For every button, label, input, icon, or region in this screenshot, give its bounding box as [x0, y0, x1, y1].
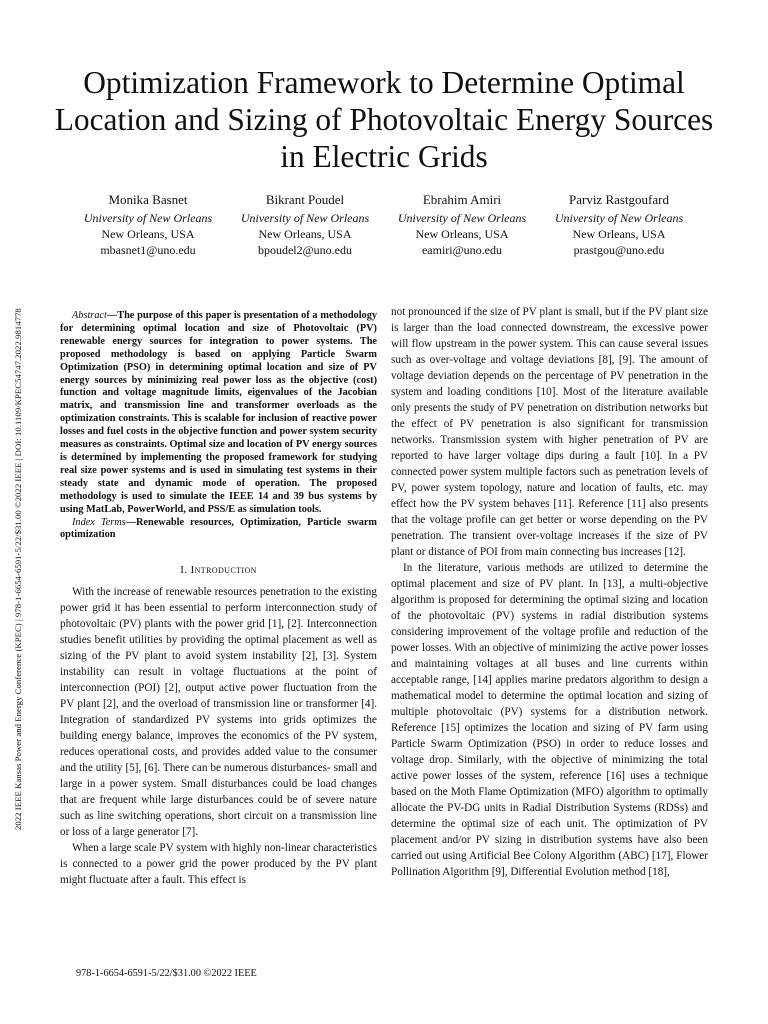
author-card	[225, 192, 385, 258]
title-line: Location and Sizing of Photovoltaic Energy Sources	[54, 102, 714, 137]
title-line: in Electric Grids	[280, 139, 488, 174]
title-line: Optimization Framework to Determine Optimal	[83, 65, 685, 100]
body-paragraph: not pronounced if the size of PV plant is small, but if the PV plant size is larger than the load connected downstream, the excessive power will flow upstream in the power system. This can cause several issues such as over-voltage and voltage deviations [8], [9]. The amount of voltage deviation depends on the percentage of PV penetration in the system and loading conditions [10]. Most of the literature available only presents the study of PV penetration on distribution networks but the effect of PV penetration is also significant for transmission networks. Transmission system with higher penetration of PV are reported to have larger voltage dips during a fault [10]. In a PV connected power system multiple factors such as penetration levels of PV, power system topology, nature and location of faults, etc. may effect how the PV system behaves [11]. Reference [11] also presents that the voltage profile can get better or worse depending on the PV penetration. The transient over-voltage increases if the size of PV plant or distance of POI from main connecting bus increases [12].	[391, 306, 708, 558]
author-affiliation: University of New Orleans	[83, 211, 213, 225]
author-address: New Orleans, USA	[572, 227, 666, 241]
author-name: Bikrant Poudel	[265, 192, 345, 207]
author-affiliation: University of New Orleans	[240, 211, 370, 225]
section-title: Introduction	[190, 564, 257, 577]
right-column	[391, 304, 708, 880]
author-affiliation: University of New Orleans	[554, 211, 684, 225]
section-numeral: I.	[180, 564, 191, 577]
author-affiliation: University of New Orleans	[397, 211, 527, 225]
index-terms-text: —Renewable resources, Optimization, Particle swarm optimization	[60, 516, 377, 541]
abstract-text: —The purpose of this paper is presentation of a methodology for determining optimal location and size of Photovoltaic (PV) renewable energy sources for integration to power systems. The proposed methodology is based on applying Particle Swarm Optimization (PSO) in determining optimal location and size of PV energy sources by minimizing real power loss as the objective (cost) function and voltage magnitude limits, eigenvalues of the Jacobian matrix, and transmission line and transformer overloads as the optimization constraints. This is scalable for inclusion of reactive power losses and fuel costs in the objective function and power system security measures as constraints. Optimal size and location of PV energy sources is determined by implementing the proposed framework for studying real size power systems and is used in simulating test systems in their steady state and dynamic mode of operation. The proposed methodology is used to simulate the IEEE 14 and 39 bus systems by using MatLab, PowerWorld, and PSS/E as simulation tools.	[60, 310, 377, 515]
left-column	[60, 310, 377, 888]
section-heading-introduction	[60, 562, 377, 578]
author-address: New Orleans, USA	[258, 227, 352, 241]
author-email: eamiri@uno.edu	[421, 243, 503, 257]
author-address: New Orleans, USA	[415, 227, 509, 241]
paper-title	[40, 64, 728, 175]
body-paragraph: With the increase of renewable resources penetration to the existing power grid it has been essential to perform interconnection study of photovoltaic (PV) plants with the power grid [1], [2]. Interconnection studies benefit utilities by providing the optimal placement as well as sizing of the PV plant to avoid system instability [2], [3]. System instability can result in voltage fluctuations at the point of interconnection (POI) [2], output active power fluctuation from the PV plant [2], and the overload of transmission line or transformer [4]. Integration of standardized PV systems into grids optimizes the building energy balance, improves the economics of the PV system, reduces operational costs, and provides added value to the consumer and the utility [5], [6]. There can be numerous disturbances- small and large in a power system. Small disturbances could be load changes that are frequent while large disturbances could be of severe nature such as line switching operations, short circuit on a transmission line or loss of a large generator [7].	[60, 586, 377, 839]
author-card	[382, 192, 542, 258]
abstract-label: Abstract	[72, 310, 107, 321]
author-email: mbasnet1@uno.edu	[100, 243, 196, 257]
body-paragraph: In the literature, various methods are utilized to determine the optimal placement and size of PV plant. In [13], a multi-objective algorithm is proposed for determining the optimal sizing and location of the photovoltaic (PV) systems in radial distribution systems considering improvement of the voltage profile and reduction of the power losses. With an objective of minimizing the active power losses and maintaining voltages at all buses and line currents within acceptable range, [14] applies marine predators algorithm to design a mathematical model to determine the optimal location and sizing of multiple photovoltaic (PV) systems for a distribution network. Reference [15] optimizes the location and sizing of PV farm using Particle Swarm Optimization (PSO) in order to reduce losses and voltage drop. Similarly, with the objective of minimizing the total active power losses of the system, reference [16] uses a technique based on the Moth Flame Optimization (MFO) algorithm to optimally allocate the PV-DG units in Radial Distribution Systems (RDSs) and determine the optimal size of each unit. The optimization of PV placement and/or PV sizing in distribution systems have also been carried out using Artificial Bee Colony Algorithm (ABC) [17], Flower Pollination Algorithm [9], Differential Evolution method [18],	[391, 562, 708, 878]
body-paragraph: When a large scale PV system with highly non-linear characteristics is connected to a power grid the power produced by the PV plant might fluctuate after a fault. This effect is	[60, 842, 377, 887]
author-name: Parviz Rastgoufard	[568, 192, 669, 207]
author-name: Ebrahim Amiri	[422, 192, 502, 207]
conference-doi-strip: 2022 IEEE Kansas Power and Energy Conference (KPEC) | 978-1-6654-6591-5/22/$31.00 ©2022 IEEE | DOI: 10.1109/KPEC54747.2022.9814778	[13, 308, 23, 830]
author-card	[68, 192, 228, 258]
abstract	[60, 310, 377, 517]
author-name: Monika Basnet	[108, 192, 188, 207]
author-email: bpoudel2@uno.edu	[257, 243, 353, 257]
author-email: prastgou@uno.edu	[573, 243, 665, 257]
footer-copyright: 978-1-6654-6591-5/22/$31.00 ©2022 IEEE	[76, 968, 257, 979]
index-terms	[60, 517, 377, 543]
index-terms-label: Index Terms	[72, 516, 126, 528]
author-card	[539, 192, 699, 258]
author-address: New Orleans, USA	[101, 227, 195, 241]
